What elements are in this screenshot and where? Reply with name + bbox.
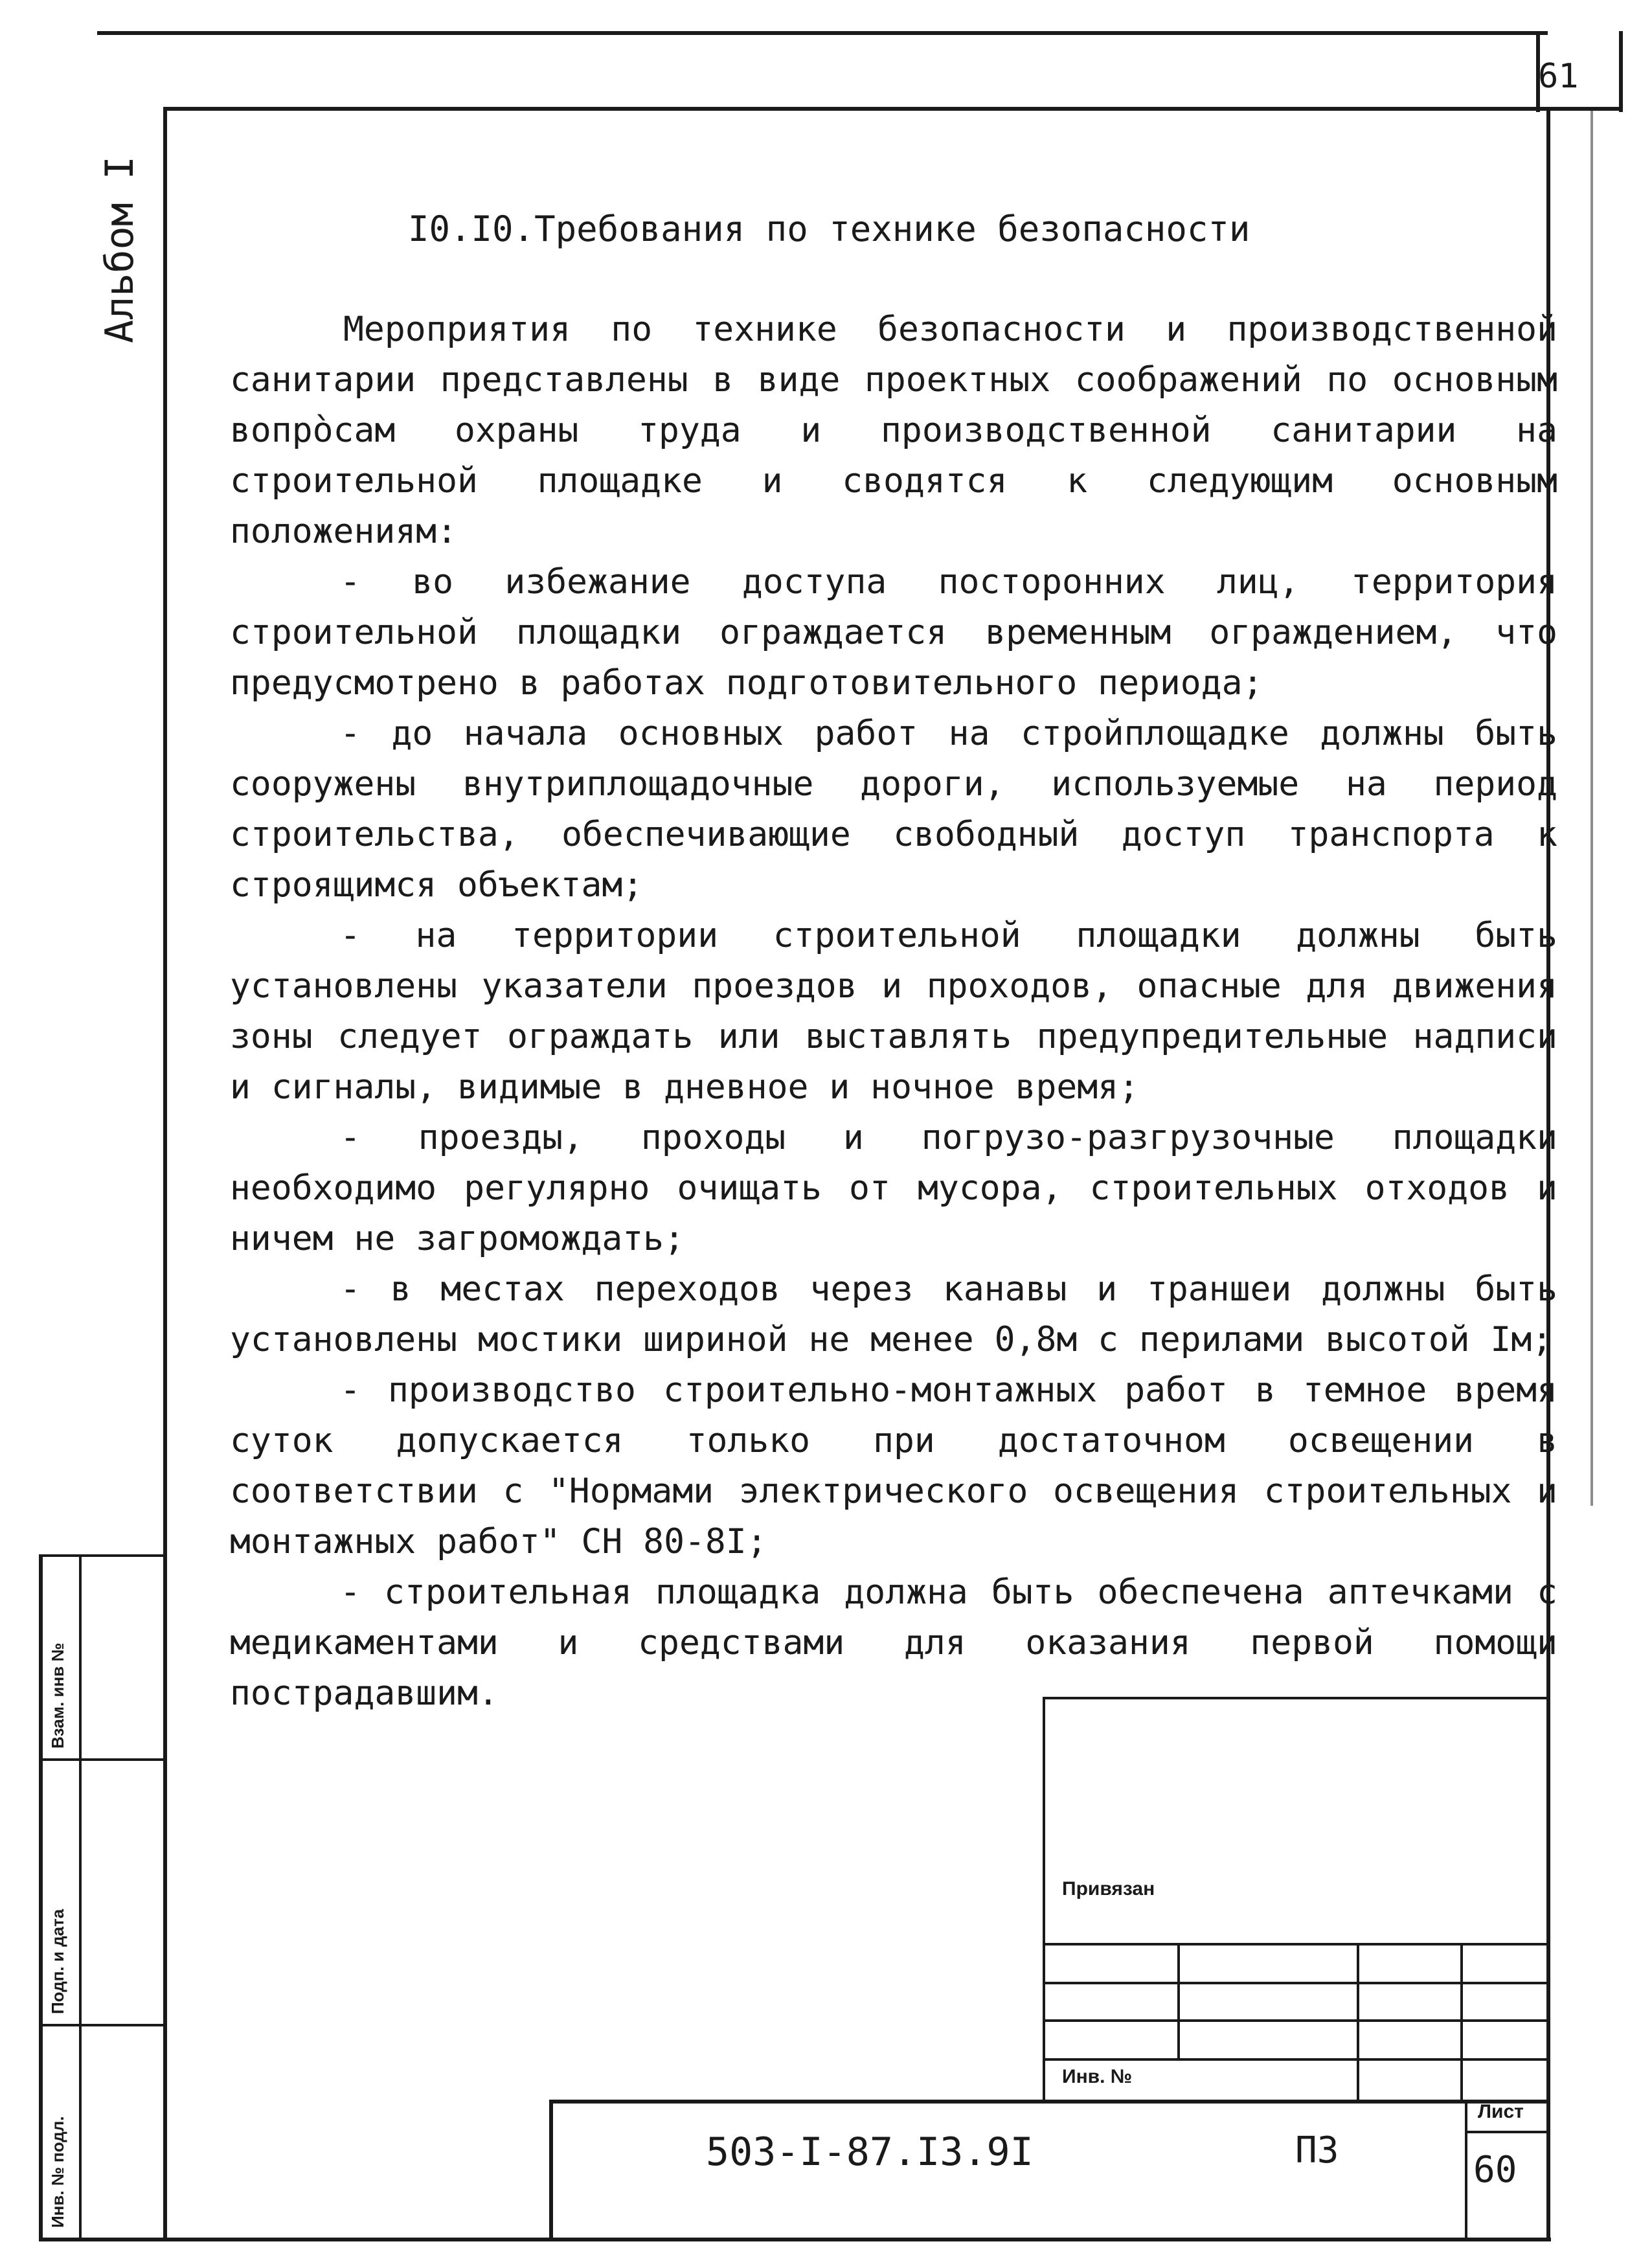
side-stamp-row2 — [39, 2024, 165, 2026]
side-stamp-row1 — [39, 1758, 165, 1761]
tb-col1 — [1177, 1943, 1180, 2058]
list-item: - во избежание доступа посторонних лиц, территория строительной площадки ограждается временным ограждением, что предусмотрено в работах подготовительного периода; — [230, 562, 1557, 703]
list-item: - производство строительно-монтажных работ в темное время суток допускается только при достаточном освещении в соответствии с "Нормами электрического освещения строительных и монтажных работ" СН 80-8I; — [230, 1370, 1557, 1561]
section-title: I0.I0.Требования по технике безопасности — [408, 209, 1250, 249]
tb-col3 — [1460, 1943, 1463, 2102]
tb-col2 — [1357, 1943, 1359, 2102]
privyazan-label: Привязан — [1062, 1878, 1155, 1900]
inv-no-label: Инв. № — [1062, 2066, 1133, 2087]
document-type: ПЗ — [1295, 2129, 1339, 2172]
sheet-label: Лист — [1478, 2101, 1524, 2122]
frame-right-margin — [1590, 107, 1593, 1506]
tb-main-left — [549, 2100, 553, 2241]
tb-left — [1043, 1697, 1045, 2102]
frame-bottom — [39, 2238, 1551, 2241]
page-number: 61 — [1538, 57, 1579, 96]
side-stamp-outer — [39, 1554, 43, 2241]
side-stamp-divider — [79, 1554, 82, 2241]
list-item: - в местах переходов через канавы и траншеи должны быть установлены мостики шириной не менее 0,8м с перилами высотой Iм; — [230, 1269, 1557, 1359]
top-rule — [97, 31, 1548, 35]
body-text — [230, 304, 1557, 1719]
frame-top — [165, 107, 1619, 111]
side-stamp-top — [39, 1554, 165, 1557]
tb-top — [1043, 1697, 1549, 1699]
list-item: - на территории строительной площадки должны быть установлены указатели проездов и проходов, опасные для движения зоны следует ограждать или выставлять предупредительные надписи и сигналы, видимые в дневное и ночное время; — [230, 916, 1557, 1107]
side-stamp-vzam: Взам. инв № — [48, 1642, 67, 1749]
frame-left — [163, 107, 167, 2241]
sheet-number: 60 — [1473, 2149, 1517, 2191]
intro-paragraph: Мероприятия по технике безопасности и производственной санитарии представлены в виде проектных соображений по основным вопрòсам охраны труда и производственной санитарии на строительной площадке и сводятся к следующим основным положениям: — [230, 310, 1557, 551]
tb-main-top — [549, 2100, 1550, 2104]
list-item: - проезды, проходы и погрузо-разгрузочные площадки необходимо регулярно очищать от мусора, строительных отходов и ничем не загромождать; — [230, 1118, 1557, 1258]
tb-sheet-row — [1465, 2131, 1549, 2133]
tb-row4 — [1043, 2058, 1549, 2061]
tb-row2 — [1043, 1982, 1549, 1984]
document-code: 503-I-87.I3.9I — [706, 2129, 1034, 2175]
album-label: Альбом I — [97, 156, 142, 343]
tb-sheet-divider — [1465, 2100, 1467, 2241]
page-number-box-right — [1619, 31, 1623, 112]
tb-row3 — [1043, 2019, 1549, 2022]
tb-row1 — [1043, 1943, 1549, 1945]
side-stamp-inv: Инв. № подл. — [48, 2116, 67, 2228]
list-item: - до начала основных работ на стройплощадке должны быть сооружены внутриплощадочные дороги, используемые на период строительства, обеспечивающие свободный доступ транспорта к строящимся объектам; — [230, 714, 1557, 905]
side-stamp-podp: Подп. и дата — [48, 1909, 67, 2014]
list-item: - строительная площадка должна быть обеспечена аптечками с медикаментами и средствами для оказания первой помощи пострадавшим. — [230, 1572, 1557, 1713]
